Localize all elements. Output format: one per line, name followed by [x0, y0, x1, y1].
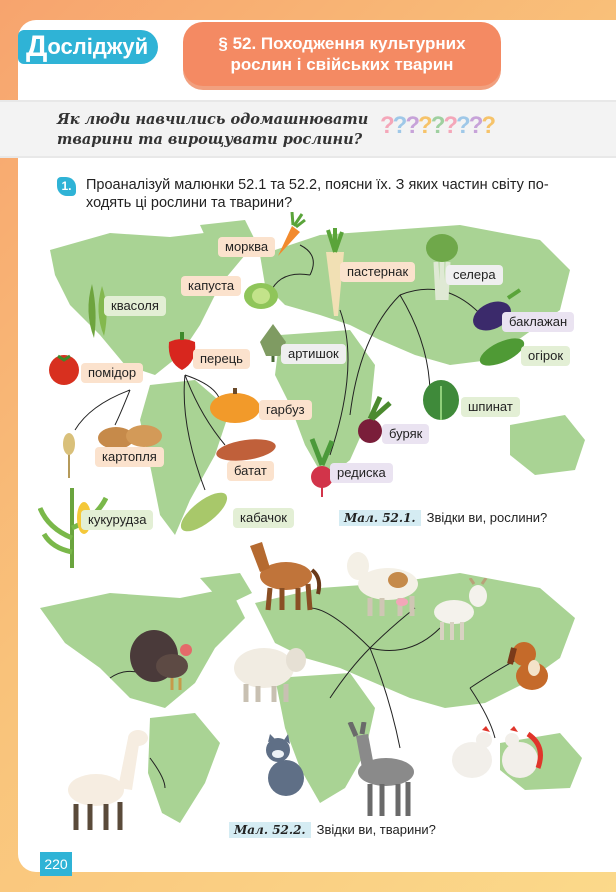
cow-icon — [342, 540, 422, 618]
donkey-icon — [340, 722, 426, 818]
cabbage-icon — [243, 280, 279, 310]
llama-icon — [62, 724, 152, 834]
wheat-icon — [56, 430, 82, 480]
sheep-icon — [228, 636, 308, 706]
lead-question-line2: тварини та вирощувати рослини? — [57, 131, 363, 148]
figure-caption-text: Звідки ви, тварини? — [316, 822, 436, 837]
zucchini-icon — [176, 488, 234, 536]
lead-question — [57, 110, 387, 150]
dog-icon — [504, 636, 556, 694]
australia-shape — [510, 415, 585, 475]
label-pomidor: помідор — [81, 363, 143, 383]
question-marks-decoration: ????????? — [380, 112, 495, 139]
section-title-line2: рослин і свійських тварин — [230, 55, 454, 74]
label-morkva: морква — [218, 237, 275, 257]
figure-tag: Мал. 52.1. — [339, 510, 421, 526]
label-selera: селера — [446, 265, 503, 285]
label-kartoplia: картопля — [95, 447, 164, 467]
label-kabachok: кабачок — [233, 508, 294, 528]
label-redyska: редиска — [330, 463, 393, 483]
pumpkin-icon — [208, 386, 262, 424]
figure-caption-52-1 — [339, 510, 547, 526]
tomato-icon — [46, 350, 82, 386]
figure-caption-52-2 — [229, 822, 436, 838]
figure-tag: Мал. 52.2. — [229, 822, 311, 838]
sweet-potato-icon — [214, 436, 278, 464]
label-perets: перець — [193, 349, 250, 369]
label-baklazhan: баклажан — [502, 312, 574, 332]
horse-icon — [240, 538, 322, 612]
section-title — [183, 22, 501, 86]
label-kapusta: капуста — [181, 276, 241, 296]
label-shpynat: шпинат — [461, 397, 520, 417]
section-tab-doslidzhui — [18, 30, 158, 64]
lead-question-line1: Як люди навчились одомашнювати — [57, 111, 369, 128]
chicken-icon — [446, 726, 548, 790]
figure-caption-text: Звідки ви, рослини? — [426, 510, 548, 525]
task-number-badge: 1. — [57, 177, 76, 196]
label-buriak: буряк — [382, 424, 429, 444]
carrot-icon — [272, 212, 306, 258]
section-tab-initial: Д — [26, 30, 48, 63]
page-number: 220 — [40, 852, 72, 876]
turkey-icon — [128, 626, 196, 692]
south-america-shape — [148, 713, 220, 823]
label-artyshok: артишок — [281, 344, 346, 364]
label-kvasolia: квасоля — [104, 296, 166, 316]
label-kukurudza: кукурудза — [81, 510, 153, 530]
label-batat: батат — [227, 461, 274, 481]
section-tab-label: осліджуй — [47, 34, 149, 59]
goat-icon — [428, 578, 492, 642]
label-pasternak: пастернак — [340, 262, 415, 282]
cat-icon — [258, 734, 312, 800]
label-ohirok: огірок — [521, 346, 570, 366]
task-instruction: Проаналізуй малюнки 52.1 та 52.2, поясни їх. З яких частин світу по-ходять ці рослини та тварини? — [86, 177, 549, 211]
label-harbuz: гарбуз — [259, 400, 312, 420]
section-title-line1: § 52. Походження культурних — [218, 34, 466, 53]
spinach-icon — [421, 378, 465, 424]
